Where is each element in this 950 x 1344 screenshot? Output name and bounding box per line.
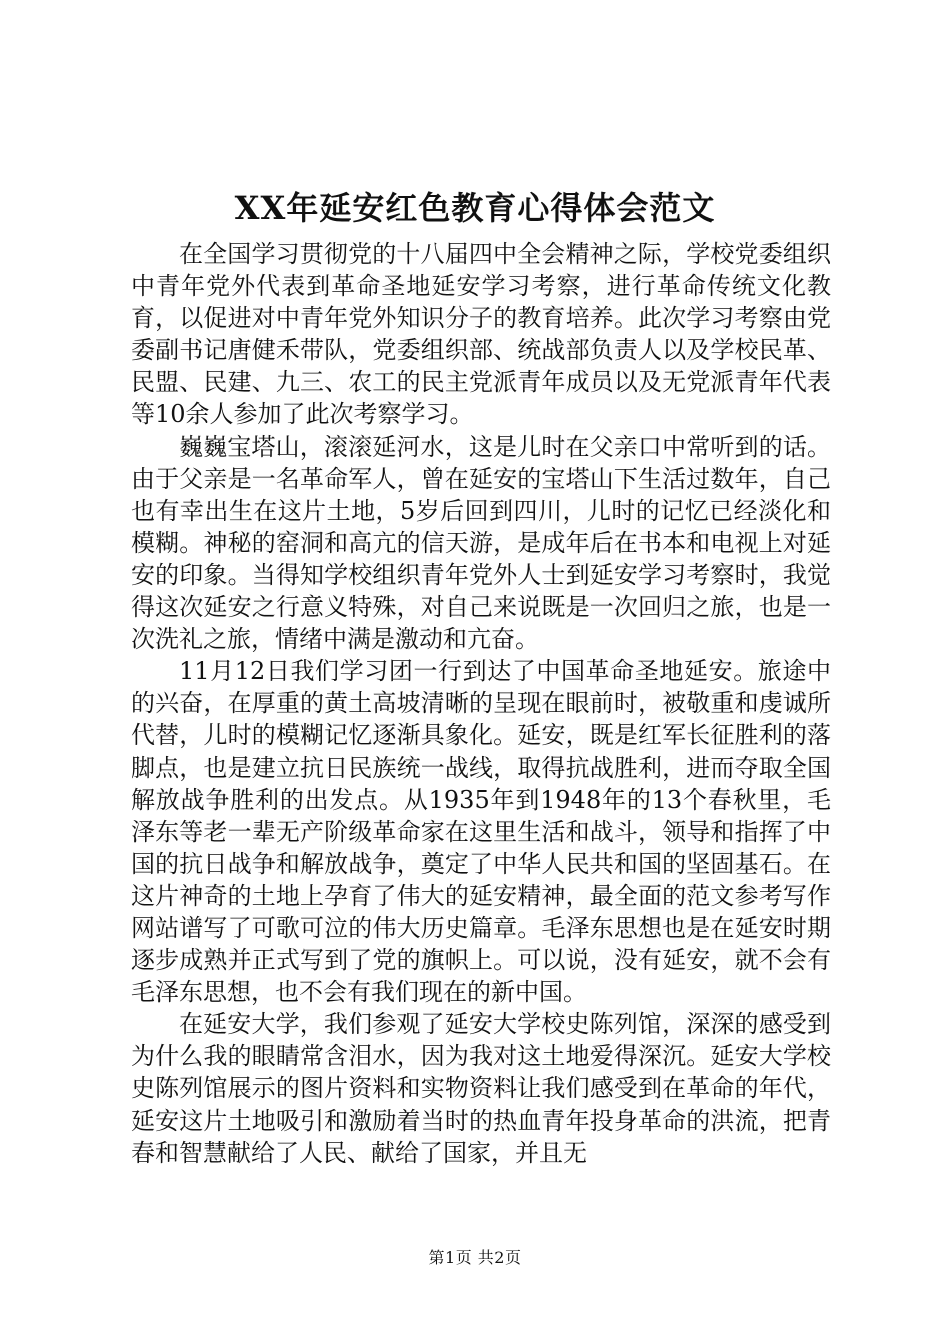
page-footer: 第1页 共2页 [428,1248,522,1267]
document-title: XX年延安红色教育心得体会范文 [234,189,716,227]
document-body [131,238,831,1169]
paragraph-2: 巍巍宝塔山，滚滚延河水，这是儿时在父亲口中常听到的话。由于父亲是一名革命军人，曾在延安的宝塔山下生活过数年，自己也有幸出生在这片土地，5岁后回到四川，儿时的记忆已经淡化和模糊。神秘的窑洞和高亢的信天游，是成年后在书本和电视上对延安的印象。当得知学校组织青年党外人士到延安学习考察时，我觉得这次延安之行意义特殊，对自己来说既是一次回归之旅，也是一次洗礼之旅，情绪中满是激动和亢奋。 [131,432,831,654]
paragraph-3: 11月12日我们学习团一行到达了中国革命圣地延安。旅途中的兴奋，在厚重的黄土高坡清晰的呈现在眼前时，被敬重和虔诚所代替，儿时的模糊记忆逐渐具象化。延安，既是红军长征胜利的落脚点，也是建立抗日民族统一战线，取得抗战胜利，进而夺取全国解放战争胜利的出发点。从1935年到1948年的13个春秋里，毛泽东等老一辈无产阶级革命家在这里生活和战斗，领导和指挥了中国的抗日战争和解放战争，奠定了中华人民共和国的坚固基石。在这片神奇的土地上孕育了伟大的延安精神，最全面的范文参考写作网站谱写了可歌可泣的伟大历史篇章。毛泽东思想也是在延安时期逐步成熟并正式写到了党的旗帜上。可以说，没有延安，就不会有毛泽东思想，也不会有我们现在的新中国。 [131,657,831,1007]
paragraph-1: 在全国学习贯彻党的十八届四中全会精神之际，学校党委组织中青年党外代表到革命圣地延安学习考察，进行革命传统文化教育，以促进对中青年党外知识分子的教育培养。此次学习考察由党委副书记唐健禾带队，党委组织部、统战部负责人以及学校民革、民盟、民建、九三、农工的民主党派青年成员以及无党派青年代表等10余人参加了此次考察学习。 [131,240,831,429]
paragraph-4: 在延安大学，我们参观了延安大学校史陈列馆，深深的感受到为什么我的眼睛常含泪水，因为我对这土地爱得深沉。延安大学校史陈列馆展示的图片资料和实物资料让我们感受到在革命的年代，延安这片土地吸引和激励着当时的热血青年投身革命的洪流，把青春和智慧献给了人民、献给了国家，并且无 [131,1010,831,1167]
